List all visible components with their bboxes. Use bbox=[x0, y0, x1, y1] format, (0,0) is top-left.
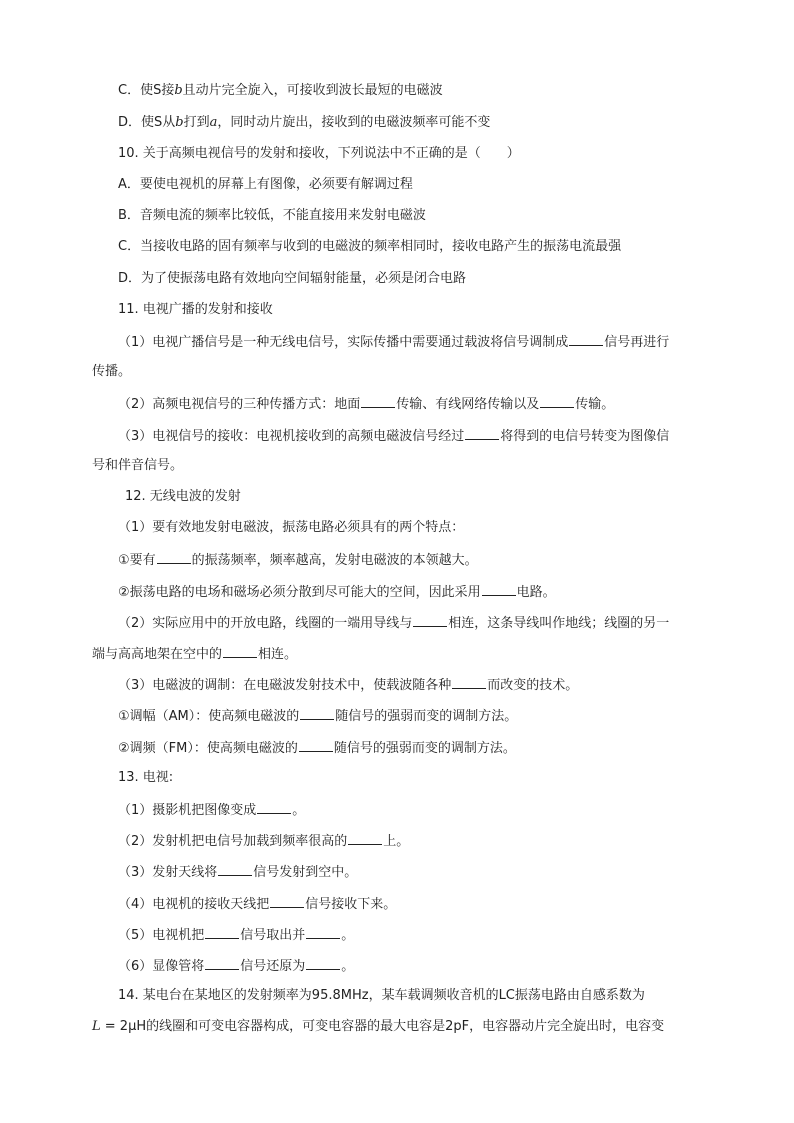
q13-s6-text-3: 。 bbox=[341, 959, 355, 974]
q12-part-3 bbox=[118, 675, 578, 695]
q14-var-l: L bbox=[92, 1019, 101, 1034]
q14-line-1: 14. 某电台在某地区的发射频率为95.8MHz，某车载调频收音机的LC振荡电路由自感系数为 bbox=[118, 988, 645, 1003]
q12-am-text-2: 随信号的强弱而变的调制方法。 bbox=[335, 709, 518, 724]
q14-line-2-text: 的线圈和可变电容器构成，可变电容器的最大电容是2pF，电容器动片完全旋出时，电容变 bbox=[146, 1019, 665, 1034]
q12-p2-text-4: 相连。 bbox=[258, 647, 298, 662]
q11-part-1-cont: 传播。 bbox=[92, 364, 132, 379]
q14-inductance-value: = 2μH bbox=[100, 1019, 147, 1034]
answer-blank bbox=[205, 956, 239, 970]
q13-step-3 bbox=[118, 862, 357, 882]
q12-cond-2 bbox=[118, 582, 556, 602]
q11-title: 11. 电视广播的发射和接收 bbox=[118, 302, 273, 317]
q13-title: 13. 电视: bbox=[118, 770, 174, 785]
answer-blank bbox=[299, 738, 333, 752]
q12-c2-text-1: ②振荡电路的电场和磁场必须分散到尽可能大的空间，因此采用 bbox=[118, 585, 481, 600]
answer-blank bbox=[348, 831, 382, 845]
q11-p1-text-1: （1）电视广播信号是一种无线电信号，实际传播中需要通过载波将信号调制成 bbox=[118, 335, 569, 350]
q12-c1-text-1: ①要有 bbox=[118, 553, 156, 568]
q10-option-b: B．音频电流的频率比较低，不能直接用来发射电磁波 bbox=[118, 208, 426, 223]
q13-s5-text-1: （5）电视机把 bbox=[118, 928, 205, 943]
answer-blank bbox=[465, 426, 499, 440]
q11-p3-text-1: （3）电视信号的接收：电视机接收到的高频电磁波信号经过 bbox=[118, 429, 465, 444]
q9-option-c bbox=[118, 82, 443, 100]
q12-title: 12. 无线电波的发射 bbox=[125, 489, 241, 504]
q13-s1-text-2: 。 bbox=[292, 803, 306, 818]
q9-d-var-a: a bbox=[209, 115, 218, 130]
answer-blank bbox=[157, 550, 191, 564]
q12-am-text-1: ①调幅（AM）：使高频电磁波的 bbox=[118, 709, 300, 724]
q9-d-text-3: ，同时动片旋出，接收到的电磁波频率可能不变 bbox=[217, 115, 491, 130]
answer-blank bbox=[300, 706, 334, 720]
q12-fm-text-1: ②调频（FM）：使高频电磁波的 bbox=[118, 741, 298, 756]
q12-p3-text-2: 而改变的技术。 bbox=[487, 678, 579, 693]
q12-fm-text-2: 随信号的强弱而变的调制方法。 bbox=[333, 741, 516, 756]
q12-p2-text-2: 相连，这条导线叫作地线；线圈的另一 bbox=[448, 616, 670, 631]
answer-blank bbox=[361, 394, 395, 408]
q10-option-a: A．要使电视机的屏幕上有图像，必须要有解调过程 bbox=[118, 177, 413, 192]
q13-s4-text-2: 信号接收下来。 bbox=[305, 897, 397, 912]
q11-part-3 bbox=[118, 426, 669, 446]
q12-c2-text-2: 电路。 bbox=[516, 585, 556, 600]
q13-s6-text-1: （6）显像管将 bbox=[118, 959, 205, 974]
q9-d-var-b: b bbox=[175, 115, 184, 130]
q9-c-text-1: C．使S接 bbox=[118, 83, 175, 98]
answer-blank bbox=[270, 894, 304, 908]
answer-blank bbox=[218, 862, 252, 876]
q11-p1-text-2: 信号再进行 bbox=[604, 335, 670, 350]
answer-blank bbox=[540, 394, 574, 408]
answer-blank bbox=[257, 800, 291, 814]
answer-blank bbox=[452, 675, 486, 689]
q13-step-2 bbox=[118, 831, 409, 851]
q11-part-2 bbox=[118, 394, 614, 414]
answer-blank bbox=[223, 644, 257, 658]
q13-step-1 bbox=[118, 800, 305, 820]
answer-blank bbox=[413, 613, 447, 627]
answer-blank bbox=[306, 956, 340, 970]
q12-part-1: （1）要有效地发射电磁波，振荡电路必须具有的两个特点： bbox=[118, 520, 465, 535]
q12-am bbox=[118, 706, 517, 726]
q9-c-text-2: 且动片完全旋入，可接收到波长最短的电磁波 bbox=[182, 83, 443, 98]
q12-part-2 bbox=[118, 613, 669, 633]
q13-s4-text-1: （4）电视机的接收天线把 bbox=[118, 897, 270, 912]
q12-p3-text-1: （3）电磁波的调制：在电磁波发射技术中，使载波随各种 bbox=[118, 678, 452, 693]
q9-d-text-2: 打到 bbox=[183, 115, 210, 130]
q9-option-d bbox=[118, 114, 490, 132]
q11-p2-text-3: 传输。 bbox=[575, 397, 615, 412]
answer-blank bbox=[482, 582, 516, 596]
q12-p2-text-1: （2）实际应用中的开放电路，线圈的一端用导线与 bbox=[118, 616, 413, 631]
q13-s6-text-2: 信号还原为 bbox=[240, 959, 306, 974]
q12-p2-text-3: 端与高高地架在空中的 bbox=[92, 647, 223, 662]
q12-cond-1 bbox=[118, 550, 478, 570]
q13-step-6 bbox=[118, 956, 354, 976]
q11-p3-text-2: 将得到的电信号转变为图像信 bbox=[500, 429, 670, 444]
q13-step-4 bbox=[118, 894, 396, 914]
q14-line-2 bbox=[92, 1018, 664, 1036]
q11-p2-text-2: 传输、有线网络传输以及 bbox=[396, 397, 540, 412]
q10-stem: 10. 关于高频电视信号的发射和接收，下列说法中不正确的是（ ） bbox=[118, 146, 520, 161]
q13-s2-text-1: （2）发射机把电信号加载到频率很高的 bbox=[118, 834, 348, 849]
q13-s2-text-2: 上。 bbox=[383, 834, 410, 849]
q12-c1-text-2: 的振荡频率，频率越高，发射电磁波的本领越大。 bbox=[191, 553, 478, 568]
q13-step-5 bbox=[118, 925, 354, 945]
answer-blank bbox=[306, 925, 340, 939]
q13-s5-text-2: 信号取出并 bbox=[240, 928, 306, 943]
answer-blank bbox=[205, 925, 239, 939]
q13-s3-text-2: 信号发射到空中。 bbox=[253, 865, 358, 880]
answer-blank bbox=[569, 332, 603, 346]
q9-d-text-1: D．使S从 bbox=[118, 115, 176, 130]
q13-s5-text-3: 。 bbox=[341, 928, 355, 943]
q9-c-var-b: b bbox=[174, 83, 183, 98]
q10-option-d: D．为了使振荡电路有效地向空间辐射能量，必须是闭合电路 bbox=[118, 271, 467, 286]
q13-s1-text-1: （1）摄影机把图像变成 bbox=[118, 803, 257, 818]
q12-fm bbox=[118, 738, 516, 758]
q11-part-1 bbox=[118, 332, 669, 352]
q10-option-c: C．当接收电路的固有频率与收到的电磁波的频率相同时，接收电路产生的振荡电流最强 bbox=[118, 239, 622, 254]
q13-s3-text-1: （3）发射天线将 bbox=[118, 865, 218, 880]
q12-part-2-cont bbox=[92, 644, 297, 664]
q11-part-3-cont: 号和伴音信号。 bbox=[92, 458, 184, 473]
q11-p2-text-1: （2）高频电视信号的三种传播方式：地面 bbox=[118, 397, 361, 412]
